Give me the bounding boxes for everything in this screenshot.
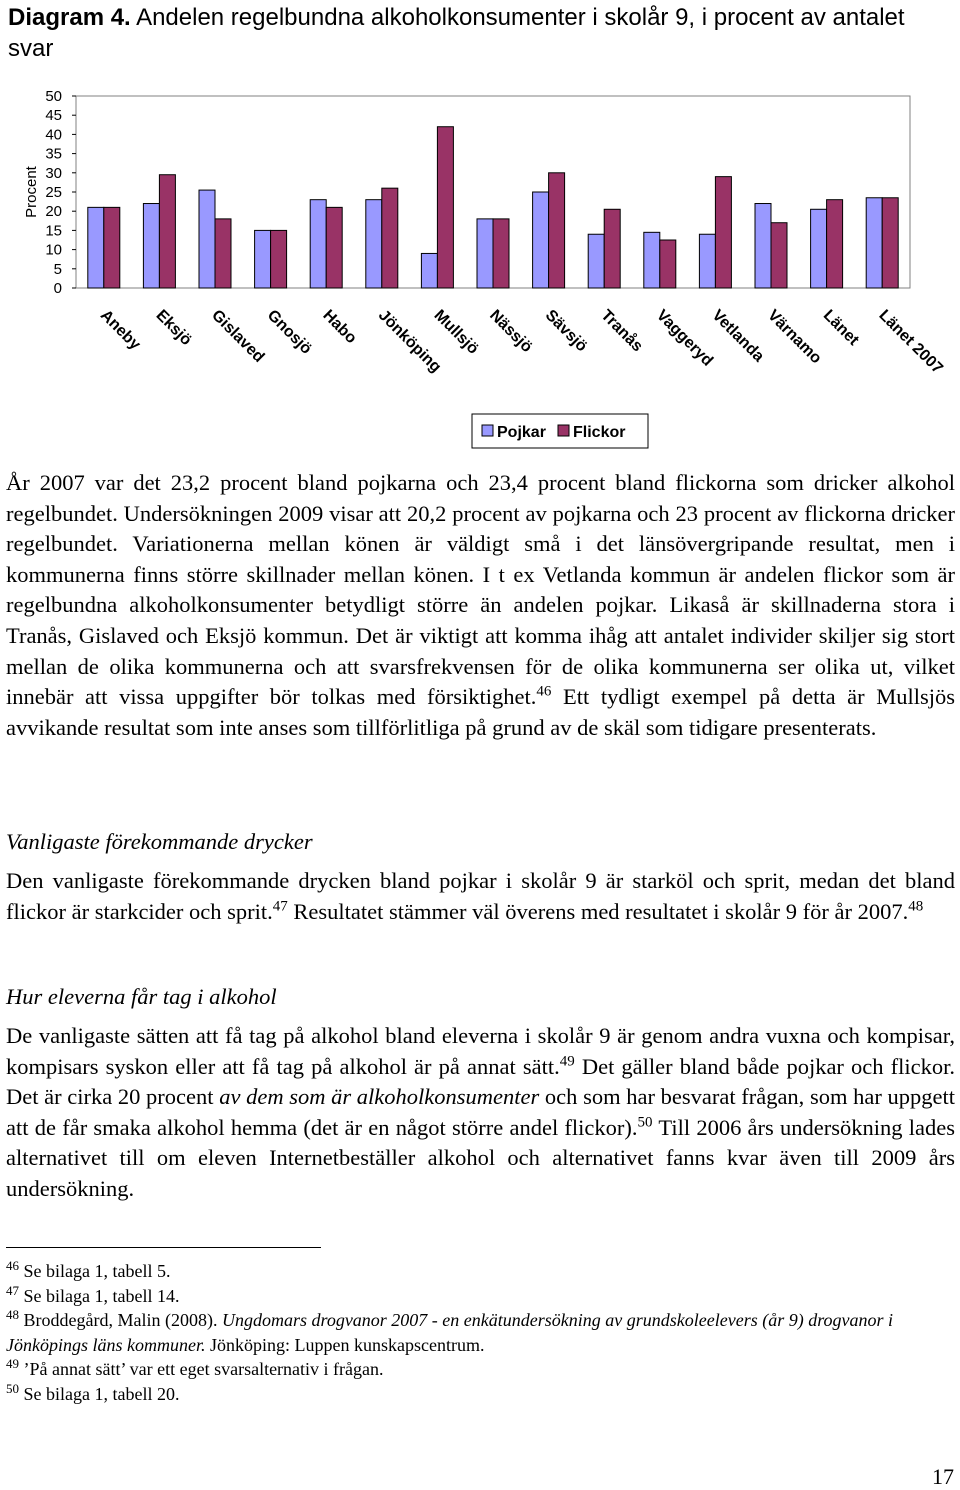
paragraph-access-text-4: Till 2006 års undersökning lades alternativet till om eleven Internetbeställer alkohol och alternativet fanns kvar även till 2009 års undersökning. — [6, 1114, 955, 1201]
bar-pojkar — [866, 198, 882, 288]
bar-flickor — [771, 223, 787, 288]
footnote-title: Ungdomars drogvanor 2007 - en enkätundersökning av grundskoleelevers (år 9) drogvanor i Jönköpings läns kommuner. — [6, 1310, 894, 1355]
bar-pojkar — [199, 190, 215, 288]
x-tick-label: Habo — [319, 306, 360, 348]
footnote-47 — [6, 1284, 955, 1309]
footnote-number: 49 — [6, 1356, 19, 1372]
x-tick-label: Gislaved — [208, 306, 268, 366]
footnote-divider — [6, 1247, 321, 1248]
bar-flickor — [382, 188, 398, 288]
footnote-ref-48[interactable]: 48 — [908, 898, 924, 915]
bar-pojkar — [421, 253, 437, 288]
footnote-text: Se bilaga 1, tabell 20. — [23, 1383, 180, 1404]
bar-pojkar — [477, 219, 493, 288]
x-tick-label: Länet 2007 — [875, 306, 946, 378]
diagram-label: Diagram 4. — [8, 4, 131, 31]
x-tick-label: Jönköping — [374, 306, 445, 377]
y-tick-label: 45 — [45, 107, 62, 125]
y-axis-label: Procent — [23, 166, 40, 218]
bar-flickor — [493, 219, 509, 288]
footnote-text: Se bilaga 1, tabell 14. — [23, 1285, 180, 1306]
bar-pojkar — [310, 200, 326, 288]
y-tick-label: 5 — [53, 260, 62, 278]
bar-flickor — [271, 230, 287, 288]
y-tick-label: 25 — [45, 184, 62, 201]
bar-pojkar — [255, 230, 271, 288]
bar-pojkar — [533, 192, 549, 288]
bar-flickor — [827, 200, 843, 288]
paragraph-access-text-2: Det gäller bland både pojkar och flickor. Det är cirka 20 procent — [6, 1053, 955, 1110]
bar-pojkar — [366, 200, 382, 288]
paragraph-drinks — [6, 866, 955, 927]
bar-pojkar — [755, 204, 771, 288]
y-tick-label: 10 — [45, 241, 62, 259]
y-tick-label: 40 — [45, 126, 62, 144]
x-tick-label: Tranås — [597, 306, 646, 356]
bar-flickor — [549, 173, 565, 288]
x-tick-label: Sävsjö — [541, 306, 591, 356]
footnote-46 — [6, 1259, 955, 1284]
x-tick-label: Vaggeryd — [652, 306, 716, 370]
footnote-publisher: Jönköping: Luppen kunskapscentrum. — [205, 1334, 485, 1355]
y-tick-label: 50 — [45, 88, 62, 105]
legend-label: Pojkar — [497, 424, 546, 441]
footnote-text: Broddegård, Malin (2008). — [23, 1310, 222, 1331]
paragraph-access-text: De vanligaste sätten att få tag på alkohol bland eleverna i skolår 9 är genom andra vuxna och kompisar, kompisars syskon eller att få tag på alkohol är på annat sätt. — [6, 1023, 955, 1079]
bar-flickor — [104, 207, 120, 288]
bar-pojkar — [143, 204, 159, 288]
bar-pojkar — [588, 234, 604, 288]
page-number: 17 — [932, 1464, 954, 1489]
legend-label: Flickor — [573, 424, 626, 441]
y-tick-label: 20 — [45, 203, 62, 221]
bar-flickor — [660, 240, 676, 288]
section-heading-drinks: Vanligaste förekommande drycker — [6, 829, 313, 854]
paragraph-results-text-2: Ett tydligt exempel på detta är Mullsjös avvikande resultat som inte anses som tillförlitliga på grund av de skäl som tidigare presenterats. — [6, 684, 955, 740]
footnote-text: Se bilaga 1, tabell 5. — [23, 1261, 171, 1281]
footnote-number: 50 — [6, 1380, 19, 1396]
footnote-50 — [6, 1382, 955, 1407]
y-tick-label: 30 — [45, 164, 62, 182]
footnote-ref-50[interactable]: 50 — [637, 1114, 653, 1131]
paragraph-access-text-3: och som har besvarat frågan, som har uppgett att de får smaka alkohol hemma (det är en något större andel flickor). — [6, 1084, 956, 1140]
y-tick-label: 35 — [45, 145, 62, 163]
x-tick-label: Värnamo — [764, 306, 825, 368]
y-tick-label: 15 — [45, 222, 62, 240]
bar-pojkar — [699, 234, 715, 288]
bar-pojkar — [811, 209, 827, 288]
footnote-number: 48 — [6, 1307, 19, 1323]
bar-flickor — [215, 219, 231, 288]
x-tick-label: Mullsjö — [430, 306, 482, 358]
paragraph-results — [6, 468, 955, 743]
paragraph-access-italic: av dem som är alkoholkonsumenter — [219, 1084, 540, 1110]
footnote-ref-49[interactable]: 49 — [559, 1053, 575, 1070]
footnote-48 — [6, 1308, 955, 1357]
bar-flickor — [604, 209, 620, 288]
legend-swatch — [482, 425, 493, 436]
x-tick-label: Gnosjö — [263, 306, 315, 358]
bar-chart — [0, 80, 960, 455]
bar-pojkar — [644, 232, 660, 288]
legend-swatch — [558, 425, 569, 436]
x-tick-label: Länet — [819, 306, 862, 350]
paragraph-drinks-text: Den vanligaste förekommande drycken bland pojkar i skolår 9 är starköl och sprit, medan det bland flickor är starkcider och sprit. — [6, 868, 955, 924]
footnotes — [6, 1259, 955, 1407]
bar-pojkar — [88, 207, 104, 288]
x-tick-label: Aneby — [96, 306, 144, 354]
bar-flickor — [326, 207, 342, 288]
footnote-text: ’På annat sätt’ var ett eget svarsalternativ i frågan. — [23, 1359, 384, 1380]
footnote-49 — [6, 1357, 955, 1382]
section-heading-access: Hur eleverna får tag i alkohol — [6, 984, 277, 1009]
x-tick-label: Eksjö — [152, 306, 195, 350]
footnote-number: 47 — [6, 1282, 19, 1298]
diagram-title-text: Andelen regelbundna alkoholkonsumenter i skolår 9, i procent av antalet svar — [8, 4, 905, 62]
bar-flickor — [715, 177, 731, 288]
x-tick-label: Vetlanda — [708, 306, 768, 366]
paragraph-access — [6, 1021, 955, 1205]
bar-flickor — [437, 127, 453, 288]
footnote-ref-46[interactable]: 46 — [536, 683, 552, 700]
y-tick-label: 0 — [53, 280, 62, 297]
bar-flickor — [159, 175, 175, 288]
paragraph-drinks-text-2: Resultatet stämmer väl överens med resultatet i skolår 9 för år 2007. — [287, 898, 909, 924]
x-tick-label: Nässjö — [486, 306, 536, 356]
diagram-title — [8, 2, 938, 64]
footnote-ref-47[interactable]: 47 — [272, 898, 288, 915]
paragraph-results-text: År 2007 var det 23,2 procent bland pojkarna och 23,4 procent bland flickorna som dricker alkohol regelbundet. Undersökningen 2009 visar att 20,2 procent av pojkarna och 23 procent av flickorna dricker regelbundet. Variationerna mellan könen är väldigt små i det länsövergripande resultat, men i kommunerna finns större skillnader mellan könen. I t ex Vetlanda kommun är andelen flickor som är regelbundna alkoholkonsumenter betydligt större än andelen pojkar. Likaså är skillnaderna stora i Tranås, Gislaved och Eksjö kommun. Det är viktigt att komma ihåg att antalet individer skiljer sig stort mellan de olika kommunerna och att svarsfrekvensen för de olika kommunerna ser olika ut, vilket innebär att vissa uppgifter bör tolkas med försiktighet. — [6, 470, 955, 710]
bar-flickor — [882, 198, 898, 288]
footnote-number: 46 — [6, 1258, 19, 1273]
